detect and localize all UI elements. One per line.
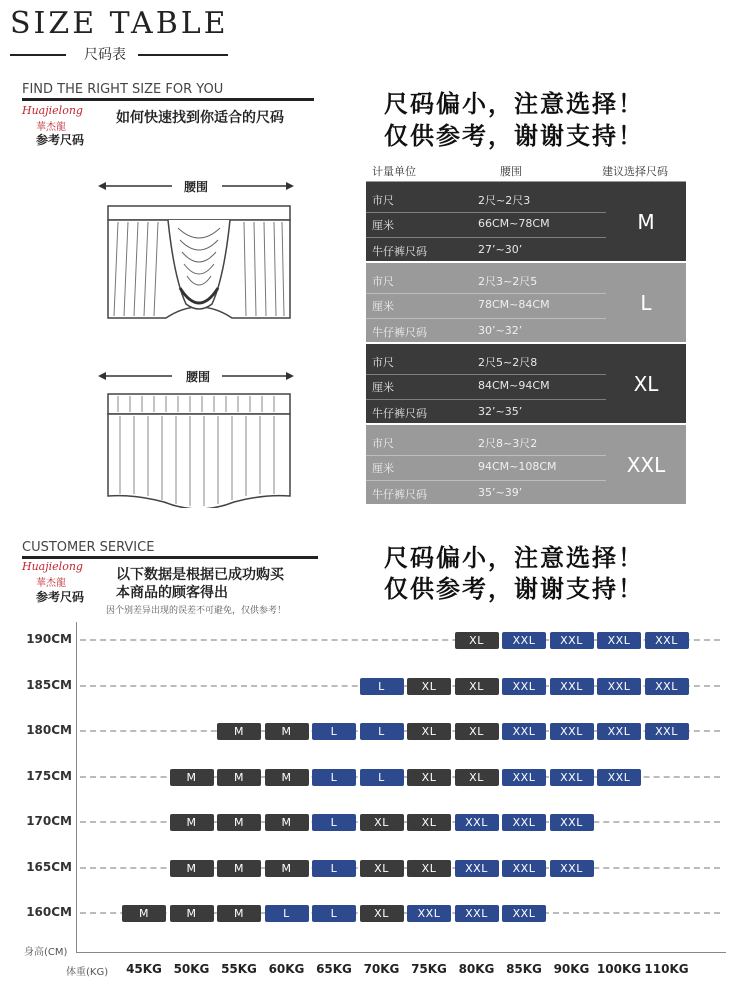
waist-value-cell: 66CM~78CM — [478, 217, 550, 230]
size-chip: XL — [407, 814, 451, 831]
size-chip: XXL — [550, 678, 594, 695]
x-tick-label: 100KG — [596, 962, 642, 976]
size-chip: XXL — [407, 905, 451, 922]
size-chip: L — [265, 905, 309, 922]
size-table-row — [366, 454, 606, 481]
y-axis-line — [76, 622, 77, 952]
unit-cell: 厘米 — [372, 219, 394, 232]
size-chip: XXL — [550, 632, 594, 649]
size-chip: M — [217, 905, 261, 922]
boxer-trunk-2 — [108, 394, 290, 508]
size-chip: XXL — [597, 723, 641, 740]
size-table — [366, 159, 686, 504]
suggested-size-label: L — [640, 290, 652, 315]
size-chip: XXL — [550, 860, 594, 877]
waist-value-cell: 32’~35’ — [478, 405, 523, 418]
section2-rule — [22, 556, 318, 559]
unit-cell: 厘米 — [372, 381, 394, 394]
size-chip: L — [312, 905, 356, 922]
x-tick-label: 55KG — [221, 962, 257, 976]
x-tick-label: 65KG — [316, 962, 352, 976]
x-tick-label: 85KG — [506, 962, 542, 976]
unit-cell: 厘米 — [372, 462, 394, 475]
size-chip: XL — [407, 723, 451, 740]
size-chip: XXL — [502, 814, 546, 831]
y-tick-label: 190CM — [26, 632, 72, 646]
notice-2-line1: 尺码偏小，注意选择！ — [384, 543, 644, 572]
x-axis-title: 体重(KG) — [66, 967, 109, 978]
size-chip: XL — [360, 860, 404, 877]
y-tick-label: 170CM — [26, 814, 72, 828]
size-chip: XXL — [550, 723, 594, 740]
size-chip: XXL — [502, 723, 546, 740]
size-chip: M — [265, 860, 309, 877]
size-table-row — [366, 237, 606, 263]
unit-cell: 市尺 — [372, 194, 394, 207]
size-chip: M — [265, 769, 309, 786]
size-chip: M — [265, 814, 309, 831]
notice-1-line2: 仅供参考，谢谢支持！ — [384, 121, 644, 150]
x-tick-label: 70KG — [363, 962, 400, 976]
suggested-size-label: XL — [633, 371, 659, 396]
size-table-row — [366, 211, 606, 238]
size-chip: L — [312, 814, 356, 831]
size-chip: XXL — [645, 723, 689, 740]
y-axis-title: 身高(CM) — [24, 947, 68, 958]
size-chip: XXL — [597, 769, 641, 786]
brand-logo-text-2: Huajielong — [22, 560, 83, 573]
size-table-row — [366, 186, 606, 213]
size-chip: XL — [407, 678, 451, 695]
size-chip: XXL — [502, 905, 546, 922]
size-table-row — [366, 292, 606, 319]
size-chip: XXL — [645, 678, 689, 695]
size-chip: L — [312, 860, 356, 877]
size-chip: XXL — [502, 860, 546, 877]
x-axis-line — [76, 952, 726, 953]
x-tick-label: 75KG — [411, 962, 447, 976]
size-table-row — [366, 429, 606, 456]
size-table-row — [366, 348, 606, 375]
size-chip: XL — [407, 769, 451, 786]
size-group-xl — [366, 344, 686, 423]
size-chip: XXL — [502, 769, 546, 786]
size-chip: XXL — [597, 678, 641, 695]
size-table-body — [366, 182, 686, 504]
size-chip: XXL — [550, 814, 594, 831]
data-description-line1: 以下数据是根据已成功购买 — [116, 567, 284, 583]
size-group-m — [366, 182, 686, 261]
size-chip: XXL — [455, 814, 499, 831]
size-chip: M — [170, 769, 214, 786]
size-chip: L — [312, 723, 356, 740]
size-chip: XL — [455, 678, 499, 695]
page-subtitle: 尺码表 — [84, 47, 126, 63]
size-chip: XL — [360, 814, 404, 831]
header-waist: 腰围 — [500, 165, 522, 178]
waist-value-cell: 2尺~2尺3 — [478, 194, 531, 207]
y-tick-label: 180CM — [26, 723, 72, 737]
unit-cell: 牛仔裤尺码 — [372, 245, 427, 258]
waist-value-cell: 2尺5~2尺8 — [478, 356, 538, 369]
size-chip: XL — [360, 905, 404, 922]
size-chip: M — [170, 860, 214, 877]
size-chip: XXL — [455, 905, 499, 922]
size-table-row — [366, 318, 606, 344]
brand-logo-text: Huajielong — [22, 104, 83, 117]
size-chip: XXL — [455, 860, 499, 877]
brand-logo-cn-2: 華杰龍 — [36, 578, 66, 589]
size-chip: XL — [455, 632, 499, 649]
y-tick-label: 165CM — [26, 859, 72, 874]
size-chip: XXL — [502, 632, 546, 649]
size-table-row — [366, 373, 606, 400]
title-rule-right — [138, 54, 228, 56]
waist-value-cell: 30’~32’ — [478, 324, 523, 337]
unit-cell: 市尺 — [372, 356, 394, 369]
size-chip: XXL — [645, 632, 689, 649]
waist-value-cell: 2尺8~3尺2 — [478, 437, 538, 450]
title-rule-left — [10, 54, 66, 56]
unit-cell: 牛仔裤尺码 — [372, 488, 427, 501]
waist-value-cell: 94CM~108CM — [478, 460, 557, 473]
size-chip: XL — [455, 769, 499, 786]
size-chip: M — [217, 814, 261, 831]
x-tick-label: 50KG — [173, 962, 210, 976]
size-chip: M — [217, 723, 261, 740]
x-tick-label: 45KG — [126, 962, 162, 976]
waist-value-cell: 84CM~94CM — [478, 379, 550, 392]
size-chip: M — [170, 905, 214, 922]
disclaimer-note: 因个别差异出现的误差不可避免，仅供参考！ — [106, 606, 287, 616]
brand-subtext-2: 参考尺码 — [36, 590, 85, 604]
size-chip: XXL — [597, 632, 641, 649]
unit-cell: 市尺 — [372, 275, 394, 288]
unit-cell: 牛仔裤尺码 — [372, 326, 427, 339]
size-table-row — [366, 480, 606, 506]
section2-heading: CUSTOMER SERVICE — [22, 540, 155, 555]
boxer-trunk-1 — [108, 206, 290, 318]
waist-value-cell: 35’~39’ — [478, 486, 523, 499]
x-tick-label: 80KG — [458, 962, 495, 976]
suggested-size-label: M — [637, 209, 655, 234]
unit-cell: 厘米 — [372, 300, 394, 313]
data-description-line2: 本商品的顾客得出 — [116, 585, 228, 601]
notice-2-line2: 仅供参考，谢谢支持！ — [384, 574, 644, 603]
y-tick-label: 185CM — [26, 677, 72, 692]
size-chip: L — [360, 723, 404, 740]
size-chip: XXL — [502, 678, 546, 695]
x-tick-label: 110KG — [644, 962, 689, 976]
size-chip: XL — [407, 860, 451, 877]
page-title: SIZE TABLE — [10, 6, 229, 41]
size-chip: M — [217, 860, 261, 877]
size-group-xxl — [366, 425, 686, 504]
size-group-l — [366, 263, 686, 342]
header-suggested-size: 建议选择尺码 — [602, 165, 668, 178]
notice-1-line1: 尺码偏小，注意选择！ — [384, 89, 644, 118]
size-chip: L — [312, 769, 356, 786]
waist-label-2: 腰围 — [182, 368, 214, 385]
section1-heading: FIND THE RIGHT SIZE FOR YOU — [22, 82, 224, 97]
waist-label-1: 腰围 — [180, 178, 212, 195]
brand-subtext: 参考尺码 — [36, 133, 85, 147]
x-tick-label: 90KG — [553, 962, 590, 976]
size-chip: XXL — [550, 769, 594, 786]
unit-cell: 牛仔裤尺码 — [372, 407, 427, 420]
waist-value-cell: 2尺3~2尺5 — [478, 275, 538, 288]
header-unit: 计量单位 — [372, 165, 416, 178]
suggested-size-label: XXL — [626, 452, 666, 477]
waist-value-cell: 78CM~84CM — [478, 298, 550, 311]
size-chip: M — [122, 905, 166, 922]
size-chip: M — [265, 723, 309, 740]
underwear-illustration — [94, 168, 304, 508]
x-tick-label: 60KG — [268, 962, 305, 976]
size-table-row — [366, 399, 606, 425]
section1-rule — [22, 98, 314, 101]
size-chip: M — [217, 769, 261, 786]
size-chip: M — [170, 814, 214, 831]
brand-logo-cn: 華杰龍 — [36, 122, 66, 133]
size-table-row — [366, 267, 606, 294]
y-tick-label: 175CM — [26, 768, 72, 783]
y-tick-label: 160CM — [26, 905, 72, 919]
size-chip: L — [360, 678, 404, 695]
how-to-find-text: 如何快速找到你适合的尺码 — [116, 110, 284, 126]
waist-value-cell: 27’~30’ — [478, 243, 523, 256]
size-table-header — [366, 159, 686, 182]
size-chip: XL — [455, 723, 499, 740]
unit-cell: 市尺 — [372, 437, 394, 450]
size-chip: L — [360, 769, 404, 786]
